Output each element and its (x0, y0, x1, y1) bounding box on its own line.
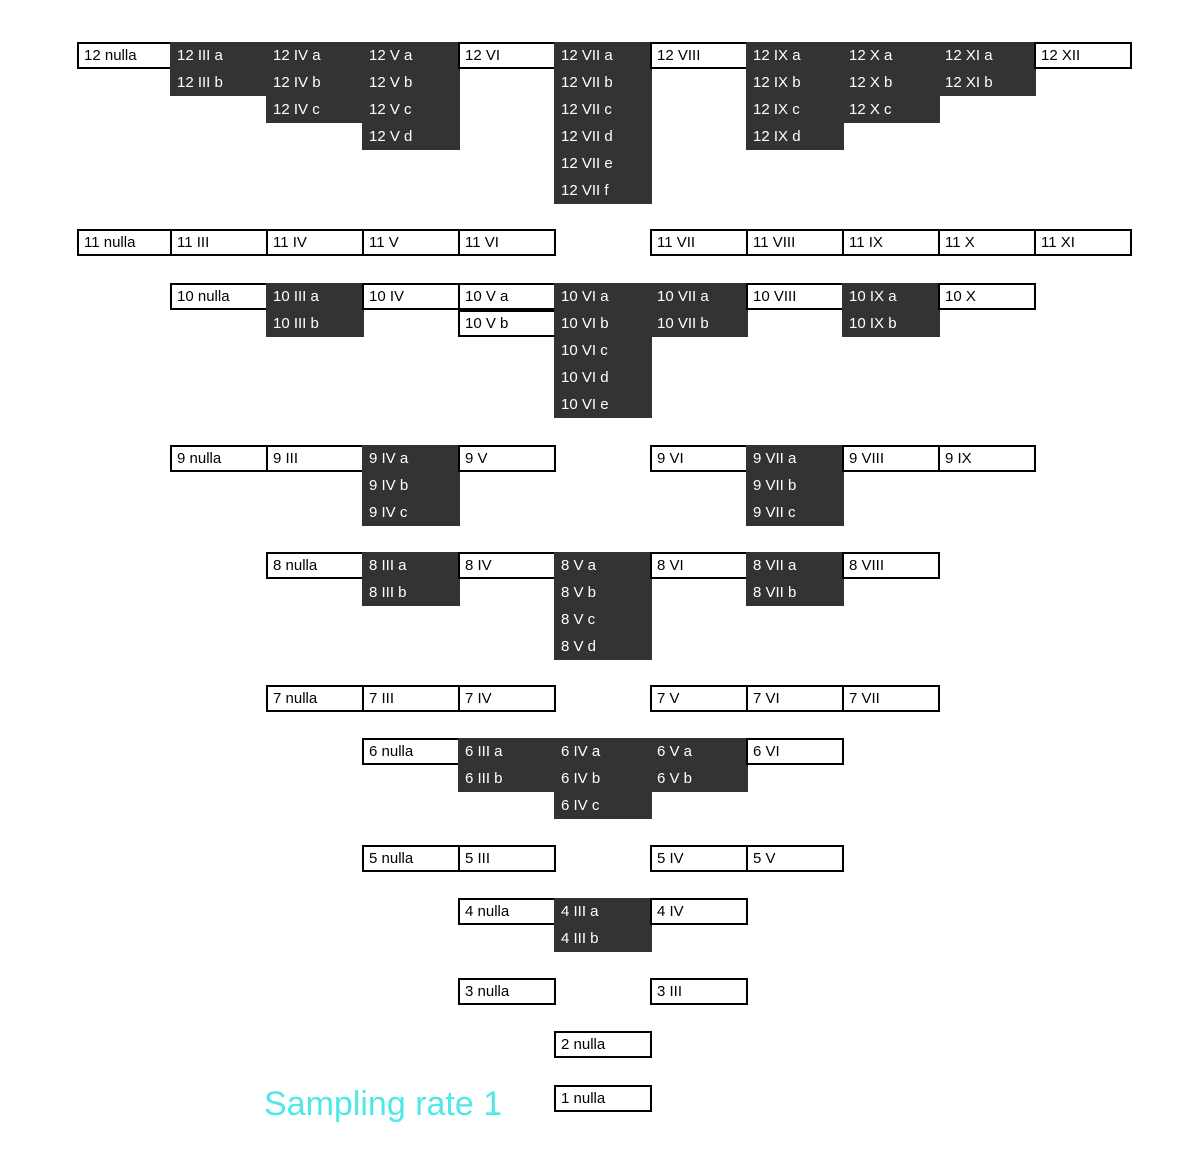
block-cell[interactable]: 9 VII b (746, 472, 844, 499)
block-cell[interactable]: 6 IV a (554, 738, 652, 765)
block-cell[interactable]: 7 VII (842, 685, 940, 712)
block-cell[interactable]: 12 VII a (554, 42, 652, 69)
block-cell[interactable]: 10 VI d (554, 364, 652, 391)
block-cell[interactable]: 7 nulla (266, 685, 364, 712)
block-cell[interactable]: 4 III b (554, 925, 652, 952)
block-cell[interactable]: 4 nulla (458, 898, 556, 925)
block-cell[interactable]: 7 V (650, 685, 748, 712)
block-cell[interactable]: 10 V b (458, 310, 556, 337)
block-cell[interactable]: 3 III (650, 978, 748, 1005)
block-cell[interactable]: 11 VI (458, 229, 556, 256)
block-cell[interactable]: 10 III a (266, 283, 364, 310)
block-cell[interactable]: 8 VII b (746, 579, 844, 606)
block-cell[interactable]: 8 III a (362, 552, 460, 579)
block-cell[interactable]: 9 IV a (362, 445, 460, 472)
block-cell[interactable]: 5 nulla (362, 845, 460, 872)
block-cell[interactable]: 12 VII b (554, 69, 652, 96)
block-cell[interactable]: 8 V c (554, 606, 652, 633)
block-cell[interactable]: 12 VII f (554, 177, 652, 204)
block-cell[interactable]: 12 VII d (554, 123, 652, 150)
block-cell[interactable]: 12 XI b (938, 69, 1036, 96)
sampling-rate-caption: Sampling rate 1 (264, 1085, 503, 1123)
block-cell[interactable]: 12 IX b (746, 69, 844, 96)
block-cell[interactable]: 11 XI (1034, 229, 1132, 256)
block-cell[interactable]: 8 VIII (842, 552, 940, 579)
block-cell[interactable]: 10 nulla (170, 283, 268, 310)
block-cell[interactable]: 4 III a (554, 898, 652, 925)
block-cell[interactable]: 11 VII (650, 229, 748, 256)
block-cell[interactable]: 5 III (458, 845, 556, 872)
block-cell[interactable]: 9 III (266, 445, 364, 472)
block-cell[interactable]: 12 IV a (266, 42, 364, 69)
block-cell[interactable]: 12 IX c (746, 96, 844, 123)
block-cell[interactable]: 9 V (458, 445, 556, 472)
block-cell[interactable]: 7 III (362, 685, 460, 712)
block-cell[interactable]: 1 nulla (554, 1085, 652, 1112)
block-cell[interactable]: 12 V c (362, 96, 460, 123)
block-cell[interactable]: 9 IX (938, 445, 1036, 472)
block-cell[interactable]: 10 VIII (746, 283, 844, 310)
block-cell[interactable]: 6 III a (458, 738, 556, 765)
block-cell[interactable]: 11 IV (266, 229, 364, 256)
block-cell[interactable]: 12 V d (362, 123, 460, 150)
block-cell[interactable]: 8 VII a (746, 552, 844, 579)
block-cell[interactable]: 7 IV (458, 685, 556, 712)
block-cell[interactable]: 12 VII c (554, 96, 652, 123)
block-cell[interactable]: 12 V b (362, 69, 460, 96)
block-cell[interactable]: 11 III (170, 229, 268, 256)
block-cell[interactable]: 6 IV b (554, 765, 652, 792)
block-cell[interactable]: 8 III b (362, 579, 460, 606)
block-cell[interactable]: 11 IX (842, 229, 940, 256)
block-cell[interactable]: 12 IX d (746, 123, 844, 150)
block-cell[interactable]: 11 X (938, 229, 1036, 256)
block-cell[interactable]: 12 X c (842, 96, 940, 123)
block-cell[interactable]: 4 IV (650, 898, 748, 925)
block-cell[interactable]: 8 V a (554, 552, 652, 579)
block-cell[interactable]: 12 VII e (554, 150, 652, 177)
block-cell[interactable]: 10 V a (458, 283, 556, 310)
block-cell[interactable]: 8 nulla (266, 552, 364, 579)
block-cell[interactable]: 12 IV b (266, 69, 364, 96)
block-cell[interactable]: 12 V a (362, 42, 460, 69)
block-cell[interactable]: 9 VIII (842, 445, 940, 472)
block-cell[interactable]: 12 III b (170, 69, 268, 96)
block-cell[interactable]: 6 VI (746, 738, 844, 765)
block-cell[interactable]: 6 III b (458, 765, 556, 792)
block-cell[interactable]: 6 V a (650, 738, 748, 765)
block-cell[interactable]: 12 VI (458, 42, 556, 69)
block-cell[interactable]: 6 V b (650, 765, 748, 792)
block-cell[interactable]: 9 VII c (746, 499, 844, 526)
block-cell[interactable]: 6 nulla (362, 738, 460, 765)
block-cell[interactable]: 8 V b (554, 579, 652, 606)
block-cell[interactable]: 11 VIII (746, 229, 844, 256)
block-cell[interactable]: 9 IV b (362, 472, 460, 499)
block-cell[interactable]: 11 V (362, 229, 460, 256)
block-cell[interactable]: 10 IX b (842, 310, 940, 337)
block-cell[interactable]: 12 VIII (650, 42, 748, 69)
block-cell[interactable]: 10 VI c (554, 337, 652, 364)
block-cell[interactable]: 7 VI (746, 685, 844, 712)
block-cell[interactable]: 8 V d (554, 633, 652, 660)
block-cell[interactable]: 10 IV (362, 283, 460, 310)
block-cell[interactable]: 12 IX a (746, 42, 844, 69)
block-cell[interactable]: 9 nulla (170, 445, 268, 472)
block-cell[interactable]: 9 IV c (362, 499, 460, 526)
block-cell[interactable]: 5 V (746, 845, 844, 872)
block-cell[interactable]: 12 XI a (938, 42, 1036, 69)
block-cell[interactable]: 11 nulla (77, 229, 172, 256)
block-cell[interactable]: 3 nulla (458, 978, 556, 1005)
block-cell[interactable]: 12 X a (842, 42, 940, 69)
block-cell[interactable]: 10 III b (266, 310, 364, 337)
block-cell[interactable]: 12 XII (1034, 42, 1132, 69)
block-cell[interactable]: 5 IV (650, 845, 748, 872)
block-cell[interactable]: 10 VII b (650, 310, 748, 337)
block-cell[interactable]: 6 IV c (554, 792, 652, 819)
block-cell[interactable]: 10 VII a (650, 283, 748, 310)
block-cell[interactable]: 12 nulla (77, 42, 172, 69)
block-cell[interactable]: 10 IX a (842, 283, 940, 310)
block-cell[interactable]: 2 nulla (554, 1031, 652, 1058)
block-cell[interactable]: 12 X b (842, 69, 940, 96)
block-cell[interactable]: 8 IV (458, 552, 556, 579)
block-cell[interactable]: 10 VI b (554, 310, 652, 337)
block-cell[interactable]: 10 X (938, 283, 1036, 310)
block-cell[interactable]: 12 III a (170, 42, 268, 69)
block-cell[interactable]: 8 VI (650, 552, 748, 579)
block-cell[interactable]: 9 VII a (746, 445, 844, 472)
block-cell[interactable]: 9 VI (650, 445, 748, 472)
block-cell[interactable]: 10 VI e (554, 391, 652, 418)
block-cell[interactable]: 12 IV c (266, 96, 364, 123)
block-cell[interactable]: 10 VI a (554, 283, 652, 310)
